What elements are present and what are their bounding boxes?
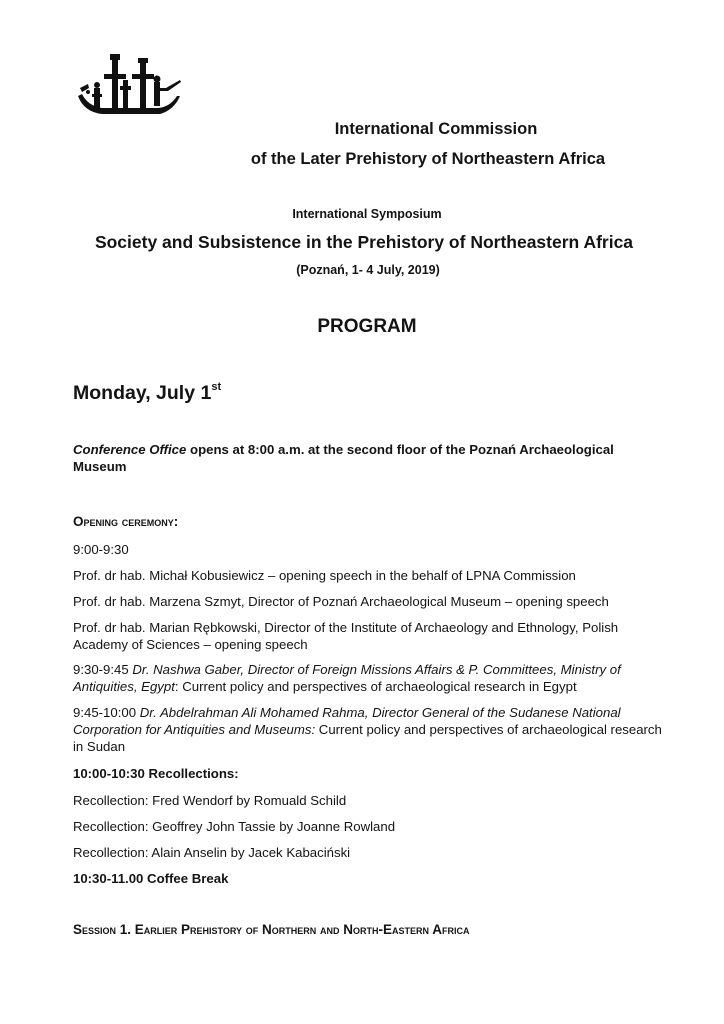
- opening-speech-1: Prof. dr hab. Michał Kobusiewicz – opening speech in the behalf of LPNA Commission: [73, 568, 576, 583]
- opening-time: 9:00-9:30: [73, 542, 129, 557]
- opening-ceremony-heading: Opening ceremony:: [73, 514, 179, 529]
- recollection-item-1: Recollection: Fred Wendorf by Romuald Schild: [73, 793, 347, 808]
- day-heading: [73, 382, 221, 405]
- talk-1: [73, 661, 663, 695]
- talk-1-time: 9:30-9:45: [73, 662, 129, 677]
- talk-1-title: : Current policy and perspectives of archaeological research in Egypt: [174, 679, 577, 694]
- commission-title-line2: of the Later Prehistory of Northeastern Africa: [250, 150, 606, 168]
- logo: [74, 52, 186, 122]
- day-label: Monday, July 1: [73, 382, 212, 404]
- conference-office-note: [73, 441, 633, 475]
- talk-2-title: Current policy and perspectives of archaeological research in Sudan: [73, 722, 662, 754]
- recollections-heading: 10:00-10:30 Recollections:: [73, 766, 239, 781]
- rock-art-boat-icon: [74, 52, 186, 122]
- recollection-item-3: Recollection: Alain Anselin by Jacek Kabaciński: [73, 845, 351, 860]
- coffee-break: 10:30-11.00 Coffee Break: [73, 871, 229, 886]
- recollection-item-2: Recollection: Geoffrey John Tassie by Joanne Rowland: [73, 819, 396, 834]
- conference-office-text: opens at 8:00 a.m. at the second floor of the Poznań Archaeological Museum: [73, 442, 614, 474]
- symposium-title: Society and Subsistence in the Prehistory of Northeastern Africa: [94, 232, 634, 252]
- talk-2-speaker: Dr. Abdelrahman Ali Mohamed Rahma, Director General of the Sudanese National Corporation for Antiquities and Museums:: [73, 705, 621, 737]
- talk-1-speaker: Dr. Nashwa Gaber, Director of Foreign Missions Affairs & P. Committees, Ministry of Antiquities, Egypt: [73, 662, 621, 694]
- conference-office-label: Conference Office: [73, 442, 187, 457]
- symposium-dates: (Poznań, 1- 4 July, 2019): [296, 263, 440, 277]
- talk-2-time: 9:45-10:00: [73, 705, 137, 720]
- symposium-label: International Symposium: [292, 207, 442, 221]
- program-heading: PROGRAM: [317, 316, 417, 337]
- talk-2: [73, 704, 663, 755]
- session-1-heading: Session 1. Earlier Prehistory of Northern and North-Eastern Africa: [73, 922, 470, 937]
- opening-speech-2: Prof. dr hab. Marzena Szmyt, Director of Poznań Archaeological Museum – opening speech: [73, 594, 609, 609]
- opening-speech-3: Prof. dr hab. Marian Rębkowski, Director of the Institute of Archaeology and Ethnology, Polish Academy of Sciences – opening speech: [73, 620, 619, 652]
- day-suffix: st: [211, 380, 222, 393]
- commission-title-line1: International Commission: [334, 120, 538, 138]
